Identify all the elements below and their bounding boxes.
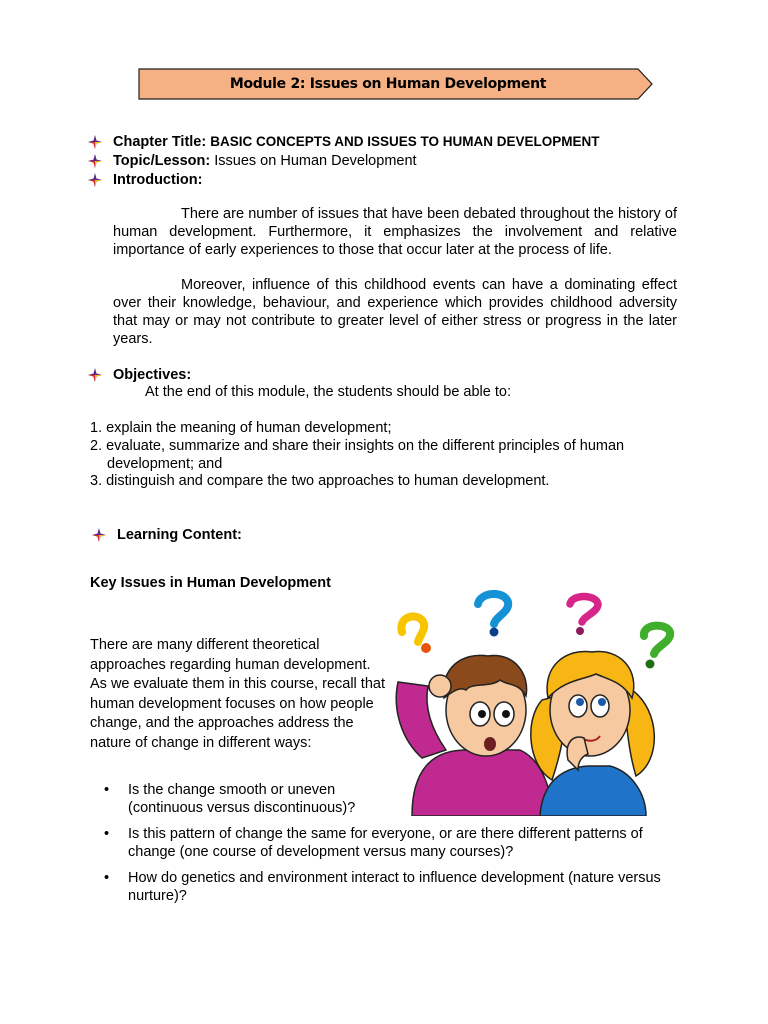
intro-paragraph-2-text: Moreover, influence of this childhood events can have a dominating effect over their knowledge, behaviour, and experience which provides childhood adversity that may or may not contribute to greater level of either stress or progress in the later years. [113,277,677,347]
objectives-lead: At the end of this module, the students should be able to: [145,384,511,400]
learning-content-line [92,525,242,545]
boy-figure [396,655,552,816]
module-title: Module 2: Issues on Human Development [229,76,547,92]
bullet-dot: • [104,870,110,886]
introduction-label: Introduction: [113,172,203,188]
bullet-marker-icon [92,528,117,542]
topic-value: Issues on Human Development [214,153,417,169]
key-issues-heading: Key Issues in Human Development [90,575,331,591]
chapter-title-line [88,132,600,152]
introduction-line [88,170,202,190]
bullet-dot: • [104,826,110,842]
bullet-marker-icon [88,173,113,187]
topic-label: Topic/Lesson: [113,153,211,169]
question-mark-icon [478,594,508,637]
bullet-dot: • [104,782,110,798]
chapter-value: BASIC CONCEPTS AND ISSUES TO HUMAN DEVELOPMENT [210,134,600,149]
list-item [104,869,678,905]
question-2-text: Is this pattern of change the same for everyone, or are there different patterns of change (one course of development versus many courses)? [128,826,643,860]
objectives-line [88,365,191,385]
intro-paragraph-2 [113,276,677,348]
objective-item-2: 2. evaluate, summarize and share their insights on the different principles of human [90,438,625,454]
module-banner [138,68,654,100]
question-mark-icon [570,597,598,636]
girl-figure [531,651,654,816]
list-item [104,825,678,861]
chapter-label: Chapter Title: [113,134,207,150]
question-mark-icon [644,626,670,669]
objective-item-1: 1. explain the meaning of human development; [90,420,392,436]
bullet-marker-icon [88,135,113,149]
list-item [104,781,404,817]
learning-intro-paragraph: There are many different theoretical approaches regarding human development. As we evaluate them in this course, recall that human development focuses on how people change, and the approaches address the nature of change in different ways: [90,637,385,751]
topic-line [88,151,417,171]
bullet-marker-icon [88,154,113,168]
learning-content-label: Learning Content: [117,527,242,543]
objectives-label: Objectives: [113,367,192,383]
question-3-text: How do genetics and environment interact to influence development (nature versus nurture)? [128,870,661,904]
question-list-short [104,781,404,817]
question-1-text: Is the change smooth or uneven (continuous versus discontinuous)? [128,782,356,816]
objective-item-2-cont: development; and [107,456,223,472]
thinking-kids-illustration [392,590,682,816]
question-mark-icon [401,616,431,653]
objective-item-3: 3. distinguish and compare the two approaches to human development. [90,473,550,489]
question-list [104,825,678,905]
intro-paragraph-1-text: There are number of issues that have been debated throughout the history of human development. Furthermore, it emphasizes the involvement and relative importance of early experiences to those that occur later at the process of life. [113,206,677,258]
intro-paragraph-1 [113,205,677,259]
bullet-marker-icon [88,368,113,382]
